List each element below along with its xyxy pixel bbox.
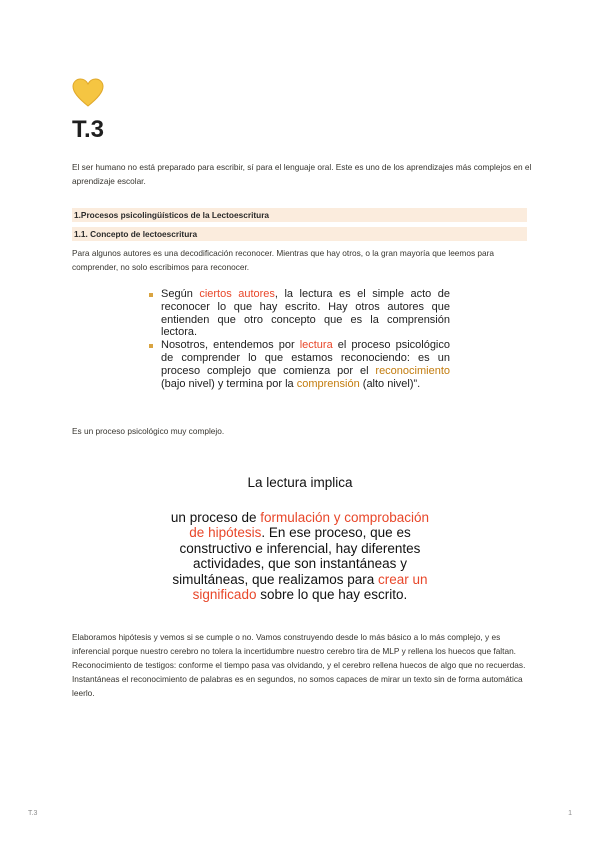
page-title: T.3 xyxy=(72,116,105,143)
highlight-text: formulación y comprobación de hipótesis xyxy=(189,510,430,541)
intro-paragraph: El ser humano no está preparado para escribir, sí para el lenguaje oral. Este es uno de los aprendizajes más complejos en el aprendizaje escolar. xyxy=(72,162,532,186)
figure-text xyxy=(170,510,430,602)
highlight-text: ciertos autores xyxy=(199,288,275,300)
bullet-text: Nosotros, entendemos por xyxy=(161,339,300,352)
concept-paragraph: Para algunos autores es una decodificación reconocer. Mientras que hay otros, o la gran mayoría que leemos para comprender, no solo escribimos para reconocer. xyxy=(72,248,495,272)
bullet-marker-icon xyxy=(149,293,153,297)
bullet-text: , la lectura es el simple acto de reconocer lo que hay escrito. Hay otros autores que entienden que otro concepto que es la comprensión lectora. xyxy=(161,288,450,339)
bullet-list xyxy=(148,288,450,390)
figure-text-part: un proceso de xyxy=(170,510,261,525)
bullet-marker-icon xyxy=(149,344,153,348)
bullet-item xyxy=(148,288,450,339)
page-number: 1 xyxy=(568,810,572,817)
complex-note: Es un proceso psicológico muy complejo. xyxy=(72,426,225,436)
highlight-text: lectura xyxy=(299,339,333,352)
figure-text-part: . En ese proceso, que es constructivo e inferencial, hay diferentes actividades, que son instantáneas y simultáneas, que realizamos para xyxy=(172,525,421,587)
yellow-heart-icon xyxy=(72,78,104,108)
bullet-text: el proceso psicológico de comprender lo que estamos reconociendo: es un proceso complejo que comienza por el xyxy=(161,339,450,377)
bullet-item xyxy=(148,339,450,390)
section-subheading: 1.1. Concepto de lectoescritura xyxy=(72,227,527,241)
figure-text-part: sobre lo que hay escrito. xyxy=(256,587,408,603)
bullet-text: Según xyxy=(161,288,200,300)
bullet-text: (bajo nivel) y termina por la xyxy=(161,377,297,390)
highlight-text: comprensión xyxy=(296,377,360,390)
highlight-text: reconocimiento xyxy=(375,364,450,377)
section-heading: 1.Procesos psicolingüísticos de la Lectoescritura xyxy=(72,208,527,222)
closing-paragraph: Elaboramos hipótesis y vemos si se cumple o no. Vamos construyendo desde lo más básico a lo más complejo, y es inferencial porque nuestro cerebro no tolera la incertidumbre nuestro cerebro tira de MLP y rellena los huecos que faltan. Reconocimiento de testigos: conforme el tiempo pasa vas olvidando, y el cerebro rellena huecos de algo que no recuerdas. Instantáneas el reconocimiento de palabras es en segundos, no somos capaces de mirar un texto sin de forma automática leerlo. xyxy=(72,632,526,698)
footer-doc-title: T.3 xyxy=(28,810,38,817)
bullet-text: (alto nivel)”. xyxy=(359,377,421,390)
highlight-text: crear un significado xyxy=(192,571,428,603)
figure-title: La lectura implica xyxy=(247,475,353,490)
